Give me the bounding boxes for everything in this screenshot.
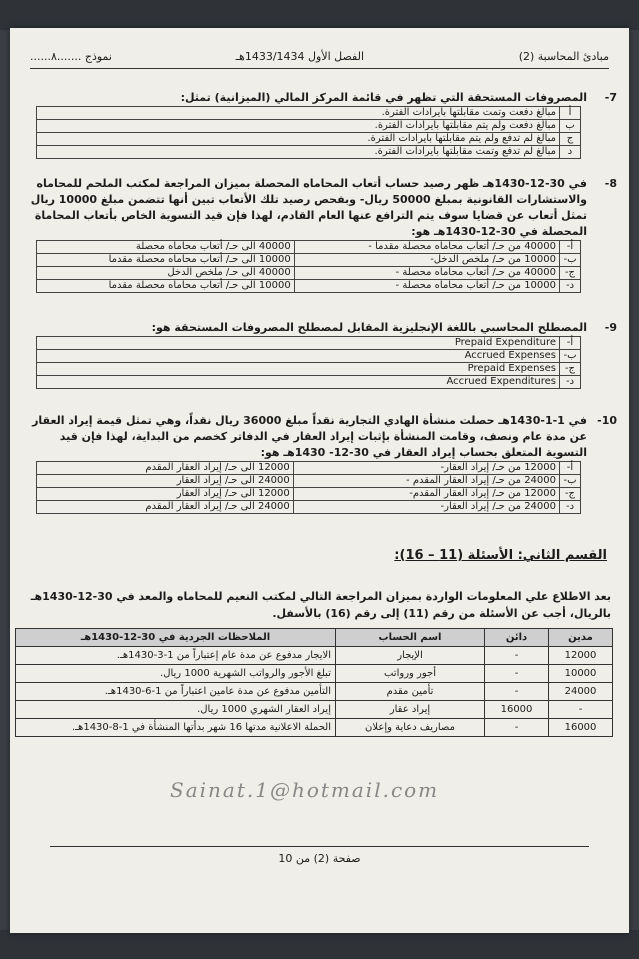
cell-notes: التأمين مدفوع عن مدة عامين اعتباراً من 1-6-1430هـ.	[16, 683, 336, 701]
section-intro: بعد الاطلاع علي المعلومات الواردة بميزان المراجعة التالي لمكتب النعيم للمحاماه والمعد في 30-12-1430هـ بالريال، أجب عن الأسئلة من رقم (11) إلى رقم (16) بالأسفل.	[30, 590, 611, 620]
dark-frame-top	[0, 0, 639, 30]
option-row[interactable]	[37, 107, 581, 120]
option-row[interactable]	[37, 254, 581, 267]
trial-balance-table	[15, 628, 613, 737]
option-row[interactable]	[37, 120, 581, 133]
cell-debit: 16000	[549, 719, 613, 737]
option-text: مبالغ لم تدفع ولم يتم مقابلتها بايرادات الفترة.	[37, 133, 560, 146]
option-key: أ-	[560, 241, 581, 254]
option-credit: 24000 الى حـ/ إيراد العقار	[37, 475, 294, 488]
option-row[interactable]	[37, 501, 581, 514]
cell-account: أجور ورواتب	[336, 665, 485, 683]
option-text: مبالغ دفعت ولم يتم مقابلتها بايرادات الفترة.	[37, 120, 560, 133]
option-text: مبالغ لم تدفع وتمت مقابلتها بايرادات الفترة.	[37, 146, 560, 159]
question-9	[17, 320, 617, 389]
option-row[interactable]	[37, 488, 581, 501]
footer-divider	[50, 846, 589, 847]
section-title: القسم الثاني: الأسئلة (11 – 16):	[394, 548, 607, 563]
cell-debit: 24000	[549, 683, 613, 701]
question-text: المصطلح المحاسبي باللغة الإنجليزية المقابل لمصطلح المصروفات المستحقة هو:	[151, 321, 587, 334]
option-key: ب-	[560, 475, 581, 488]
option-row[interactable]	[37, 462, 581, 475]
cell-account: الإيجار	[336, 647, 485, 665]
exam-page	[10, 28, 629, 933]
option-row[interactable]	[37, 146, 581, 159]
option-row[interactable]	[37, 363, 581, 376]
question-number: 8-	[604, 177, 617, 190]
handwritten-email: Sainat.1@hotmail.com	[170, 778, 440, 802]
cell-notes: الحملة الاعلانية مدتها 16 شهر بدأتها المنشأة في 1-8-1430هـ.	[16, 719, 336, 737]
option-text: Prepaid Expenditure	[37, 337, 560, 350]
question-10	[17, 413, 617, 514]
table-row	[16, 701, 613, 719]
cell-credit: -	[485, 647, 549, 665]
cell-account: إيراد عقار	[336, 701, 485, 719]
option-row[interactable]	[37, 267, 581, 280]
table-header-row	[16, 629, 613, 647]
option-debit: 24000 من حـ/ إيراد العقار المقدم -	[293, 475, 559, 488]
question-text: في 1-1-1430هـ حصلت منشأة الهادي التجارية نقداً مبلغ 36000 ريال نقداً، وهي تمثل قيمة إيراد العقار عن مدة عام ونصف، وقامت المنشأة بإثبات إيراد العقار في الدفاتر كخصم من البداية، لهذا فإن قيد التسوية المتعلق بحساب إيراد العقار في 30-12- 1430هـ هو:	[32, 414, 587, 459]
cell-notes: إيراد العقار الشهري 1000 ريال.	[16, 701, 336, 719]
option-row[interactable]	[37, 133, 581, 146]
option-credit: 10000 الى حـ/ أتعاب محاماه محصلة مقدما	[37, 280, 295, 293]
option-key: د	[560, 146, 581, 159]
option-credit: 12000 الى حـ/ إيراد العقار المقدم	[37, 462, 294, 475]
question-number: 9-	[604, 321, 617, 334]
option-text: Prepaid Expenses	[37, 363, 560, 376]
option-key: ج-	[560, 267, 581, 280]
question-text: المصروفات المستحقة التي تظهر في قائمة المركز المالي (الميزانية) تمثل:	[180, 91, 587, 104]
cell-account: تأمين مقدم	[336, 683, 485, 701]
option-credit: 40000 الى حـ/ أتعاب محاماه محصلة	[37, 241, 295, 254]
option-key: د-	[560, 280, 581, 293]
table-row	[16, 647, 613, 665]
option-debit: 12000 من حـ/ إيراد العقار-	[293, 462, 559, 475]
option-debit: 40000 من حـ/ أتعاب محاماه محصلة -	[294, 267, 559, 280]
option-key: ب-	[560, 350, 581, 363]
cell-debit: -	[549, 701, 613, 719]
option-key: ب-	[560, 254, 581, 267]
question-8	[17, 176, 617, 293]
cell-credit: -	[485, 665, 549, 683]
option-debit: 10000 من حـ/ أتعاب محاماه محصلة -	[294, 280, 559, 293]
option-key: د-	[560, 501, 581, 514]
option-key: أ-	[560, 337, 581, 350]
option-row[interactable]	[37, 337, 581, 350]
option-debit: 24000 من حـ/ إيراد العقار-	[293, 501, 559, 514]
model-label: نموذج .......٨......	[30, 50, 112, 63]
option-debit: 40000 من حـ/ أتعاب محاماه محصلة مقدما -	[294, 241, 559, 254]
page-number: صفحة (2) من 10	[278, 852, 361, 865]
col-notes: الملاحظات الجردية في 30-12-1430هـ	[16, 629, 336, 647]
cell-credit: 16000	[485, 701, 549, 719]
question-7	[17, 90, 617, 159]
table-row	[16, 683, 613, 701]
option-key: ج-	[560, 488, 581, 501]
question-number: 10-	[597, 414, 617, 427]
option-key: ج-	[560, 363, 581, 376]
cell-notes: الايجار مدفوع عن مدة عام إعتباراً من 1-3-1430هـ.	[16, 647, 336, 665]
option-credit: 10000 الى حـ/ أتعاب محاماه محصلة مقدما	[37, 254, 295, 267]
option-text: مبالغ دفعت وتمت مقابلتها بايرادات الفترة.	[37, 107, 560, 120]
option-key: ب	[560, 120, 581, 133]
dark-frame-bottom	[0, 930, 639, 959]
cell-debit: 12000	[549, 647, 613, 665]
option-debit: 12000 من حـ/ إيراد العقار المقدم-	[293, 488, 559, 501]
options-table	[36, 461, 581, 514]
cell-credit: -	[485, 719, 549, 737]
option-row[interactable]	[37, 241, 581, 254]
question-text: في 30-12-1430هـ ظهر رصيد حساب أتعاب المحاماه المحصلة بميزان المراجعة لمكتب الملحم للمحاماه والاستشارات القانونية بمبلغ 50000 ريال- وبفحص رصيد تلك الأتعاب تبين أنها تتضمن مبلغ 10000 ريال تمثل أتعاب عن قضايا سوف يتم الترافع عنها العام القادم، لهذا فإن قيد التسوية الخاص بأتعاب المحاماة المحصلة في 30-12-1430هـ هو:	[30, 177, 587, 238]
options-table	[36, 240, 581, 293]
cell-credit: -	[485, 683, 549, 701]
option-row[interactable]	[37, 350, 581, 363]
option-credit: 40000 الى حـ/ ملخص الدخل	[37, 267, 295, 280]
table-row	[16, 719, 613, 737]
question-number: 7-	[604, 91, 617, 104]
option-text: Accrued Expenses	[37, 350, 560, 363]
term-label: الفصل الأول 1433/1434هـ	[235, 50, 364, 63]
col-account: اسم الحساب	[336, 629, 485, 647]
option-row[interactable]	[37, 376, 581, 389]
option-row[interactable]	[37, 475, 581, 488]
option-key: ج	[560, 133, 581, 146]
option-credit: 24000 الى حـ/ إيراد العقار المقدم	[37, 501, 294, 514]
table-row	[16, 665, 613, 683]
option-text: Accrued Expenditures	[37, 376, 560, 389]
cell-account: مصاريف دعاية وإعلان	[336, 719, 485, 737]
option-key: أ-	[560, 462, 581, 475]
option-debit: 10000 من حـ/ ملخص الدخل-	[294, 254, 559, 267]
options-table	[36, 336, 581, 389]
col-debit: مدين	[549, 629, 613, 647]
option-credit: 12000 الى حـ/ إيراد العقار	[37, 488, 294, 501]
cell-debit: 10000	[549, 665, 613, 683]
course-title: مبادئ المحاسبة (2)	[518, 50, 609, 63]
option-row[interactable]	[37, 280, 581, 293]
col-credit: دائن	[485, 629, 549, 647]
page-header	[30, 50, 609, 69]
option-key: د-	[560, 376, 581, 389]
options-table	[36, 106, 581, 159]
cell-notes: تبلغ الأجور والرواتب الشهرية 1000 ريال.	[16, 665, 336, 683]
option-key: أ	[560, 107, 581, 120]
